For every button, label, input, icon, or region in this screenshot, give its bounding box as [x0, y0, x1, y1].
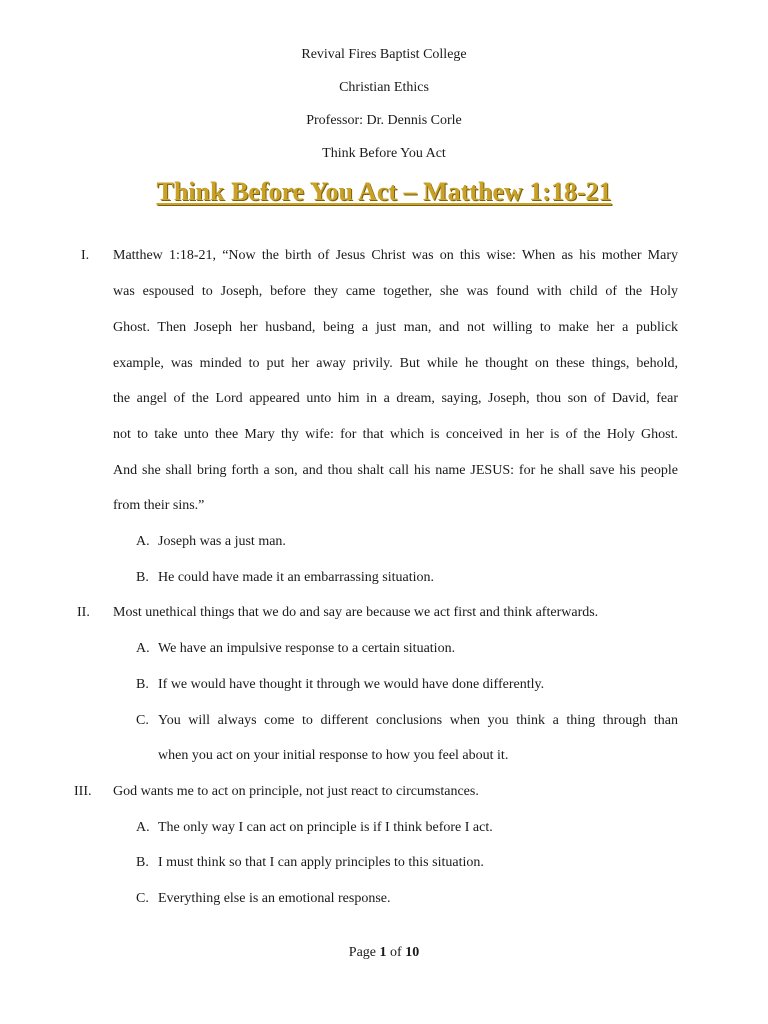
- point-text: If we would have thought it through we would have done differently.: [158, 677, 545, 692]
- point-letter: A.: [136, 820, 150, 835]
- section-line: Matthew 1:18-21, “Now the birth of Jesus Christ was on this wise: When as his mother Mary: [113, 248, 678, 263]
- point-text: He could have made it an embarrassing situation.: [158, 570, 435, 585]
- page-current: 1: [379, 945, 387, 960]
- point-text: The only way I can act on principle is if I think before I act.: [158, 820, 493, 835]
- point-text: You will always come to different conclusions when you think a thing through than: [158, 713, 678, 728]
- section-line: not to take unto thee Mary thy wife: for that which is conceived in her is of the Holy Ghost.: [113, 427, 678, 442]
- section-numeral: I.: [81, 248, 90, 263]
- point-text: Joseph was a just man.: [158, 534, 286, 549]
- lesson-name: Think Before You Act: [322, 146, 446, 161]
- section-line: was espoused to Joseph, before they came together, she was found with child of the Holy: [113, 284, 678, 299]
- point-text: Everything else is an emotional response.: [158, 891, 391, 906]
- section-line: Ghost. Then Joseph her husband, being a just man, and not willing to make her a publick: [113, 320, 678, 335]
- point-letter: A.: [136, 534, 150, 549]
- point-letter: A.: [136, 641, 150, 656]
- section-line: the angel of the Lord appeared unto him in a dream, saying, Joseph, thou son of David, fear: [113, 391, 678, 406]
- section-line: from their sins.”: [113, 498, 205, 513]
- section-numeral: II.: [77, 605, 90, 620]
- point-letter: B.: [136, 855, 149, 870]
- section-numeral: III.: [74, 784, 92, 799]
- document-title: Think Before You Act – Matthew 1:18-21: [156, 177, 612, 206]
- course-name: Christian Ethics: [339, 80, 429, 95]
- point-letter: C.: [136, 891, 149, 906]
- page-number: [0, 944, 768, 962]
- section-line: God wants me to act on principle, not just react to circumstances.: [113, 784, 479, 799]
- point-letter: C.: [136, 713, 149, 728]
- page-label: Page: [348, 945, 377, 960]
- point-letter: B.: [136, 570, 149, 585]
- professor-name: Professor: Dr. Dennis Corle: [306, 113, 462, 128]
- section-line: And she shall bring forth a son, and thou shalt call his name JESUS: for he shall save his people: [113, 463, 678, 478]
- section-line: Most unethical things that we do and say are because we act first and think afterwards.: [113, 605, 599, 620]
- page-total: 10: [405, 945, 420, 960]
- section-line: example, was minded to put her away privily. But while he thought on these things, behold,: [113, 356, 678, 371]
- point-letter: B.: [136, 677, 149, 692]
- point-text: when you act on your initial response to how you feel about it.: [158, 748, 509, 763]
- of-label: of: [390, 945, 402, 960]
- point-text: We have an impulsive response to a certain situation.: [158, 641, 456, 656]
- college-name: Revival Fires Baptist College: [301, 47, 467, 62]
- point-text: I must think so that I can apply principles to this situation.: [158, 855, 484, 870]
